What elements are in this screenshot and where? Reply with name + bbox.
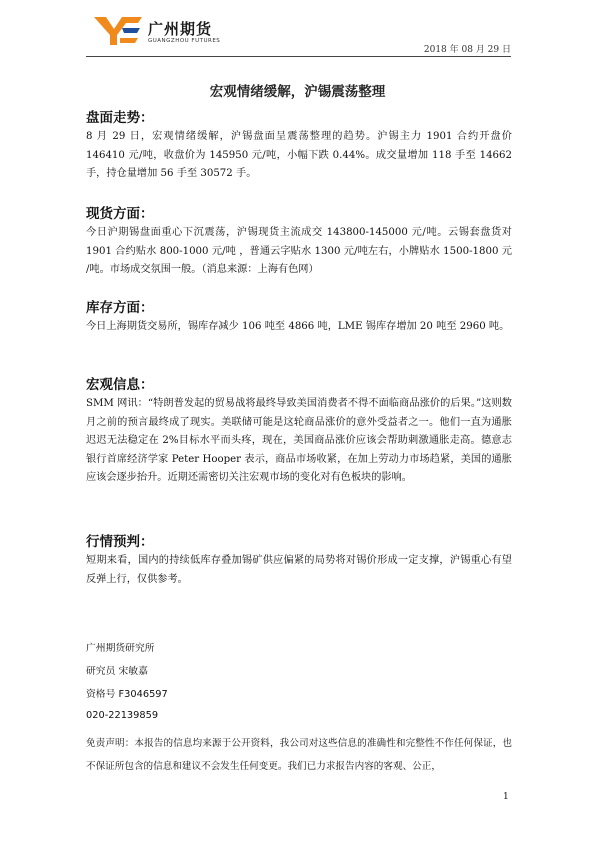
company-name-cn: 广州期货 [148, 20, 213, 38]
signature-phone: 020-22139859 [86, 710, 159, 721]
section-body: 今日上海期货交易所，锡库存减少 106 吨至 4866 吨，LME 锡库存增加 20 吨至 2960 吨。 [86, 321, 510, 332]
section-outlook [86, 530, 512, 589]
company-name-en: GUANGZHOU FUTURES [148, 38, 221, 44]
signature-researcher: 研究员 宋敏嘉 [86, 666, 148, 677]
section-body: SMM 网讯：“特朗普发起的贸易战将最终导致美国消费者不得不面临商品涨价的后果。”这则数月之前的预言最终成了现实。美联储可能是这轮商品涨价的意外受益者之一。他们一直为通胀迟迟无法稳定在 2%目标水平而头疼，现在，美国商品涨价应该会帮助刺激通胀走高。德意志银行首席经济学家 Peter Hooper 表示，商品市场收紧，在加上劳动力市场趋紧，美国的通胀应该会逐步抬升。近期还需密切关注宏观市场的变化对有色板块的影响。 [86, 398, 512, 483]
section-heading: 行情预判： [86, 534, 154, 550]
company-logo-icon [92, 14, 144, 48]
report-date: 2018 年 08 月 29 日 [423, 45, 511, 55]
section-inventory [86, 296, 512, 337]
header-divider [86, 56, 511, 57]
section-heading: 库存方面： [86, 300, 154, 316]
section-heading: 宏观信息： [86, 377, 154, 393]
signature-institute: 广州期货研究所 [86, 643, 155, 654]
section-heading: 现货方面： [86, 206, 154, 222]
section-body: 今日沪期锡盘面重心下沉震荡，沪锡现货主流成交 143800-145000 元/吨。云锡套盘货对 1901 合约贴水 800-1000 元/吨 ，普通云字贴水 1300 元/吨左右，小牌贴水 1500-1800 元 /吨。市场成交氛围一般。（消息来源：上海有色网） [86, 227, 512, 275]
section-spot [86, 202, 512, 280]
section-heading: 盘面走势： [86, 110, 154, 126]
section-market-trend [86, 106, 512, 184]
company-logo [92, 14, 222, 48]
section-macro [86, 373, 512, 488]
disclaimer: 免责声明：本报告的信息均来源于公开资料，我公司对这些信息的准确性和完整性不作任何保证，也不保证所包含的信息和建议不会发生任何变更。我们已力求报告内容的客观、公正， [86, 738, 512, 772]
report-title: 宏观情绪缓解，沪锡震荡整理 [209, 84, 386, 100]
signature-license: 资格号 F3046597 [86, 689, 168, 700]
section-body: 短期来看，国内的持续低库存叠加锡矿供应偏紧的局势将对锡价形成一定支撑，沪锡重心有望反弹上行，仅供参考。 [86, 555, 512, 585]
section-body: 8 月 29 日，宏观情绪缓解，沪锡盘面呈震荡整理的趋势。沪锡主力 1901 合约开盘价 146410 元/吨，收盘价为 145950 元/吨，小幅下跌 0.44%。成交量增加 118 手至 14662 手，持仓量增加 56 手至 30572 手。 [86, 131, 512, 179]
page-number: 1 [503, 792, 509, 802]
